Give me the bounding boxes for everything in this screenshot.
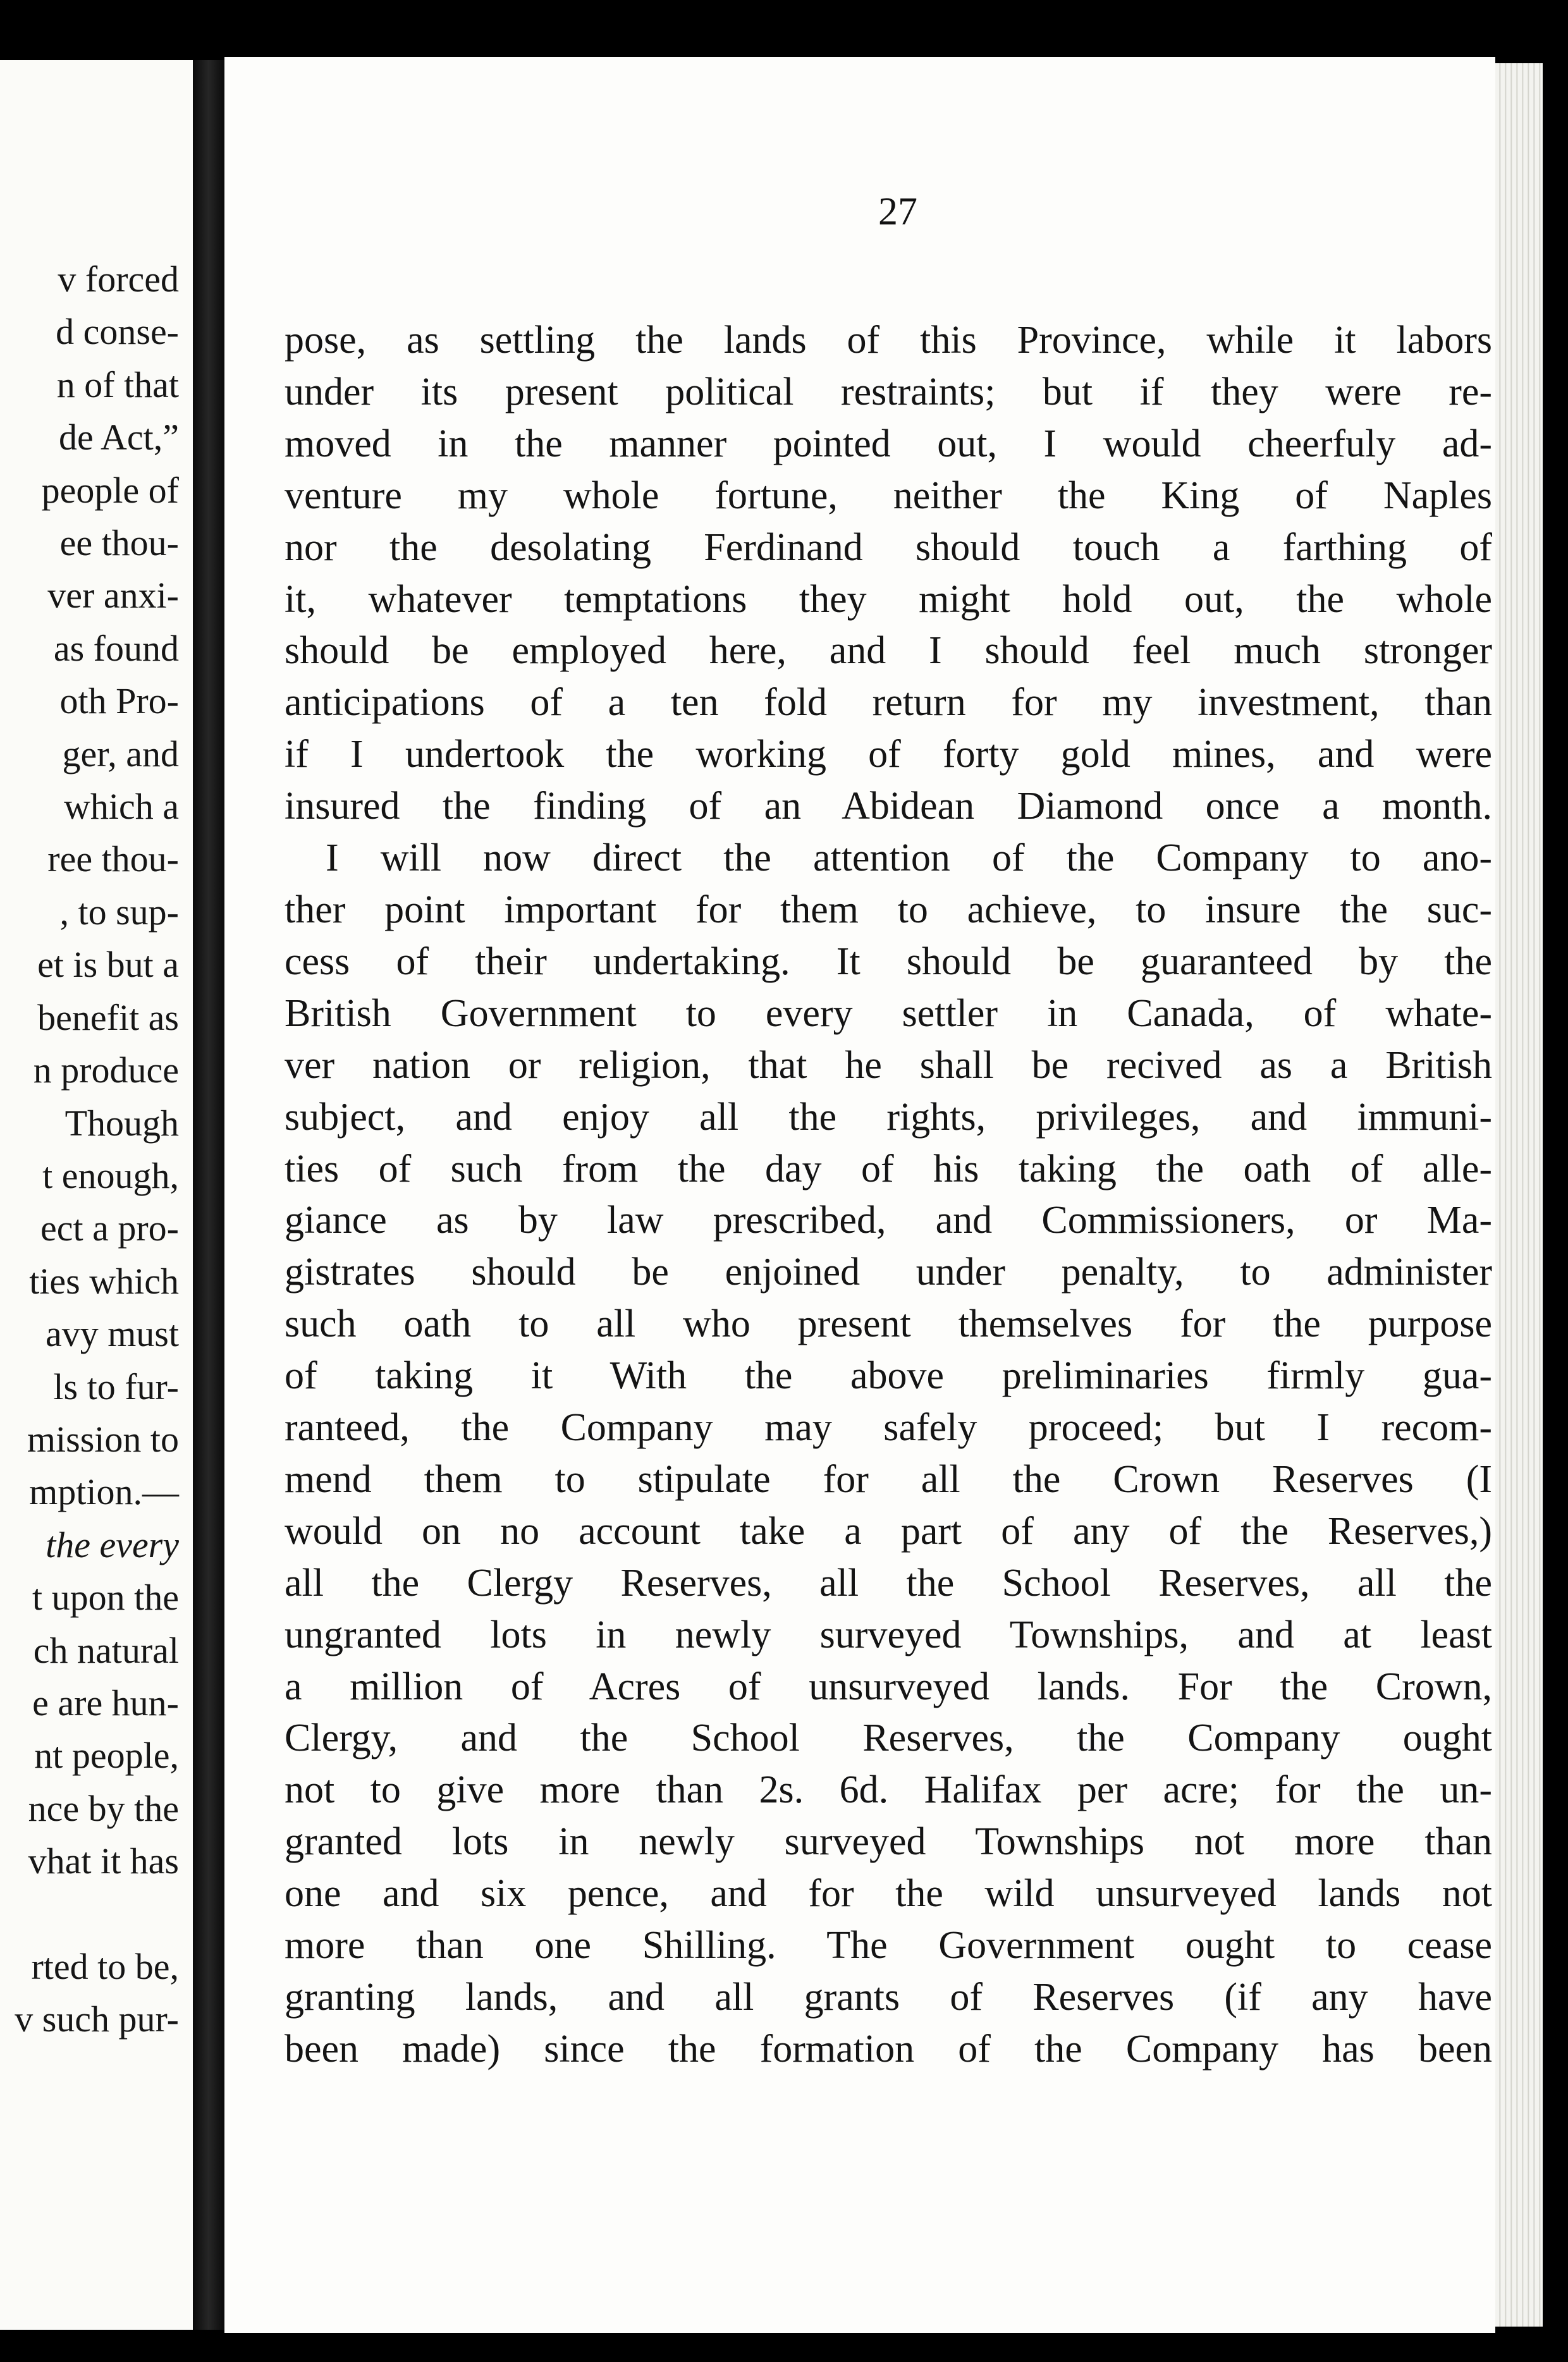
left-line: d conse- [56, 311, 179, 353]
left-line: oth Pro- [59, 680, 179, 722]
text-line: a million of Acres of unsurveyed lands. For the Crown, [285, 1665, 1492, 1708]
text-line: would on no account take a part of any of the Reserves,) [285, 1509, 1492, 1553]
left-line: ect a pro- [40, 1208, 179, 1249]
left-line: the every [46, 1524, 179, 1565]
text-line: Clergy, and the School Reserves, the Company ought [285, 1716, 1492, 1760]
left-line: , to sup- [59, 891, 179, 933]
text-line: anticipations of a ten fold return for my investment, than [285, 681, 1492, 725]
text-line: insured the finding of an Abidean Diamond once a month. [285, 785, 1492, 828]
left-line: de Act,” [58, 417, 179, 458]
left-line: ls to fur- [53, 1366, 179, 1407]
left-line: ree thou- [47, 838, 179, 880]
left-line: ver anxi- [47, 575, 179, 616]
left-line: t enough, [42, 1154, 179, 1196]
text-line: it, whatever temptations they might hold out, the whole [285, 577, 1492, 621]
text-line: nor the desolating Ferdinand should touch a farthing of [285, 525, 1492, 569]
text-line: ungranted lots in newly surveyed Townships, and at least [285, 1613, 1492, 1656]
left-line: mission to [27, 1418, 179, 1460]
text-line: of taking it With the above preliminaries firmly gua- [285, 1354, 1492, 1398]
text-line: not to give more than 2s. 6d. Halifax per acre; for the un- [285, 1768, 1492, 1812]
left-line: avy must [45, 1313, 179, 1355]
text-line: one and six pence, and for the wild unsurveyed lands not [285, 1872, 1492, 1916]
text-line: granted lots in newly surveyed Townships not more than [285, 1820, 1492, 1864]
previous-page-text [15, 253, 179, 2046]
left-line: nt people, [34, 1735, 179, 1777]
text-line: ties of such from the day of his taking the oath of alle- [285, 1147, 1492, 1190]
left-line: v such pur- [15, 1998, 179, 2040]
text-line: gistrates should be enjoined under penalty, to administer [285, 1251, 1492, 1294]
text-line: cess of their undertaking. It should be guaranteed by the [285, 939, 1492, 983]
left-line: ties which [29, 1260, 179, 1302]
left-line: nce by the [28, 1787, 179, 1829]
previous-page-fragment [0, 60, 193, 2330]
text-line: ranteed, the Company may safely proceed; but I recom- [285, 1406, 1492, 1450]
text-line: under its present political restraints; but if they were re- [285, 370, 1492, 413]
left-line: which a [64, 786, 179, 828]
left-line: as found [53, 627, 179, 669]
text-line: mend them to stipulate for all the Crown Reserves (I [285, 1457, 1492, 1501]
left-line: n produce [33, 1049, 179, 1091]
text-line: venture my whole fortune, neither the King of Naples [285, 474, 1492, 517]
text-line: all the Clergy Reserves, all the School Reserves, all the [285, 1561, 1492, 1605]
text-line: moved in the manner pointed out, I would cheerfuly ad- [285, 422, 1492, 465]
text-line: I will now direct the attention of the Company to ano- [326, 836, 1492, 880]
left-line-gap [15, 1888, 179, 1940]
left-line: benefit as [37, 996, 179, 1038]
left-line: Though [64, 1102, 179, 1144]
page-number: 27 [878, 190, 917, 233]
text-line: ther point important for them to achieve, to insure the suc- [285, 888, 1492, 931]
text-line: subject, and enjoy all the rights, privileges, and immuni- [285, 1095, 1492, 1139]
text-line: pose, as settling the lands of this Province, while it labors [285, 319, 1492, 362]
text-line: if I undertook the working of forty gold mines, and were [285, 733, 1492, 776]
left-line: n of that [56, 364, 179, 405]
left-line: vhat it has [28, 1840, 179, 1882]
page-stack-edge [1495, 63, 1543, 2327]
left-line: ch natural [33, 1629, 179, 1671]
text-line: ver nation or religion, that he shall be recived as a British [285, 1043, 1492, 1087]
left-line: ee thou- [59, 522, 179, 564]
left-line: v forced [58, 259, 179, 300]
left-line: t upon the [32, 1577, 179, 1619]
book-gutter [193, 60, 224, 2330]
left-line: e are hun- [32, 1682, 179, 1723]
left-line: people of [41, 469, 179, 511]
text-line: granting lands, and all grants of Reserves (if any have [285, 1976, 1492, 2019]
text-line: should be employed here, and I should feel much stronger [285, 629, 1492, 673]
left-line: ger, and [62, 733, 179, 774]
text-line: such oath to all who present themselves for the purpose [285, 1302, 1492, 1346]
left-line: rted to be, [31, 1945, 179, 1987]
text-line: more than one Shilling. The Government ought to cease [285, 1924, 1492, 1967]
text-line: British Government to every settler in Canada, of whate- [285, 991, 1492, 1035]
page-body-text [285, 315, 1492, 2076]
text-line: giance as by law prescribed, and Commissioners, or Ma- [285, 1199, 1492, 1242]
left-line: et is but a [37, 944, 179, 986]
left-line: mption.— [29, 1471, 179, 1513]
current-page [224, 57, 1495, 2333]
text-line: been made) since the formation of the Company has been [285, 2027, 1492, 2071]
